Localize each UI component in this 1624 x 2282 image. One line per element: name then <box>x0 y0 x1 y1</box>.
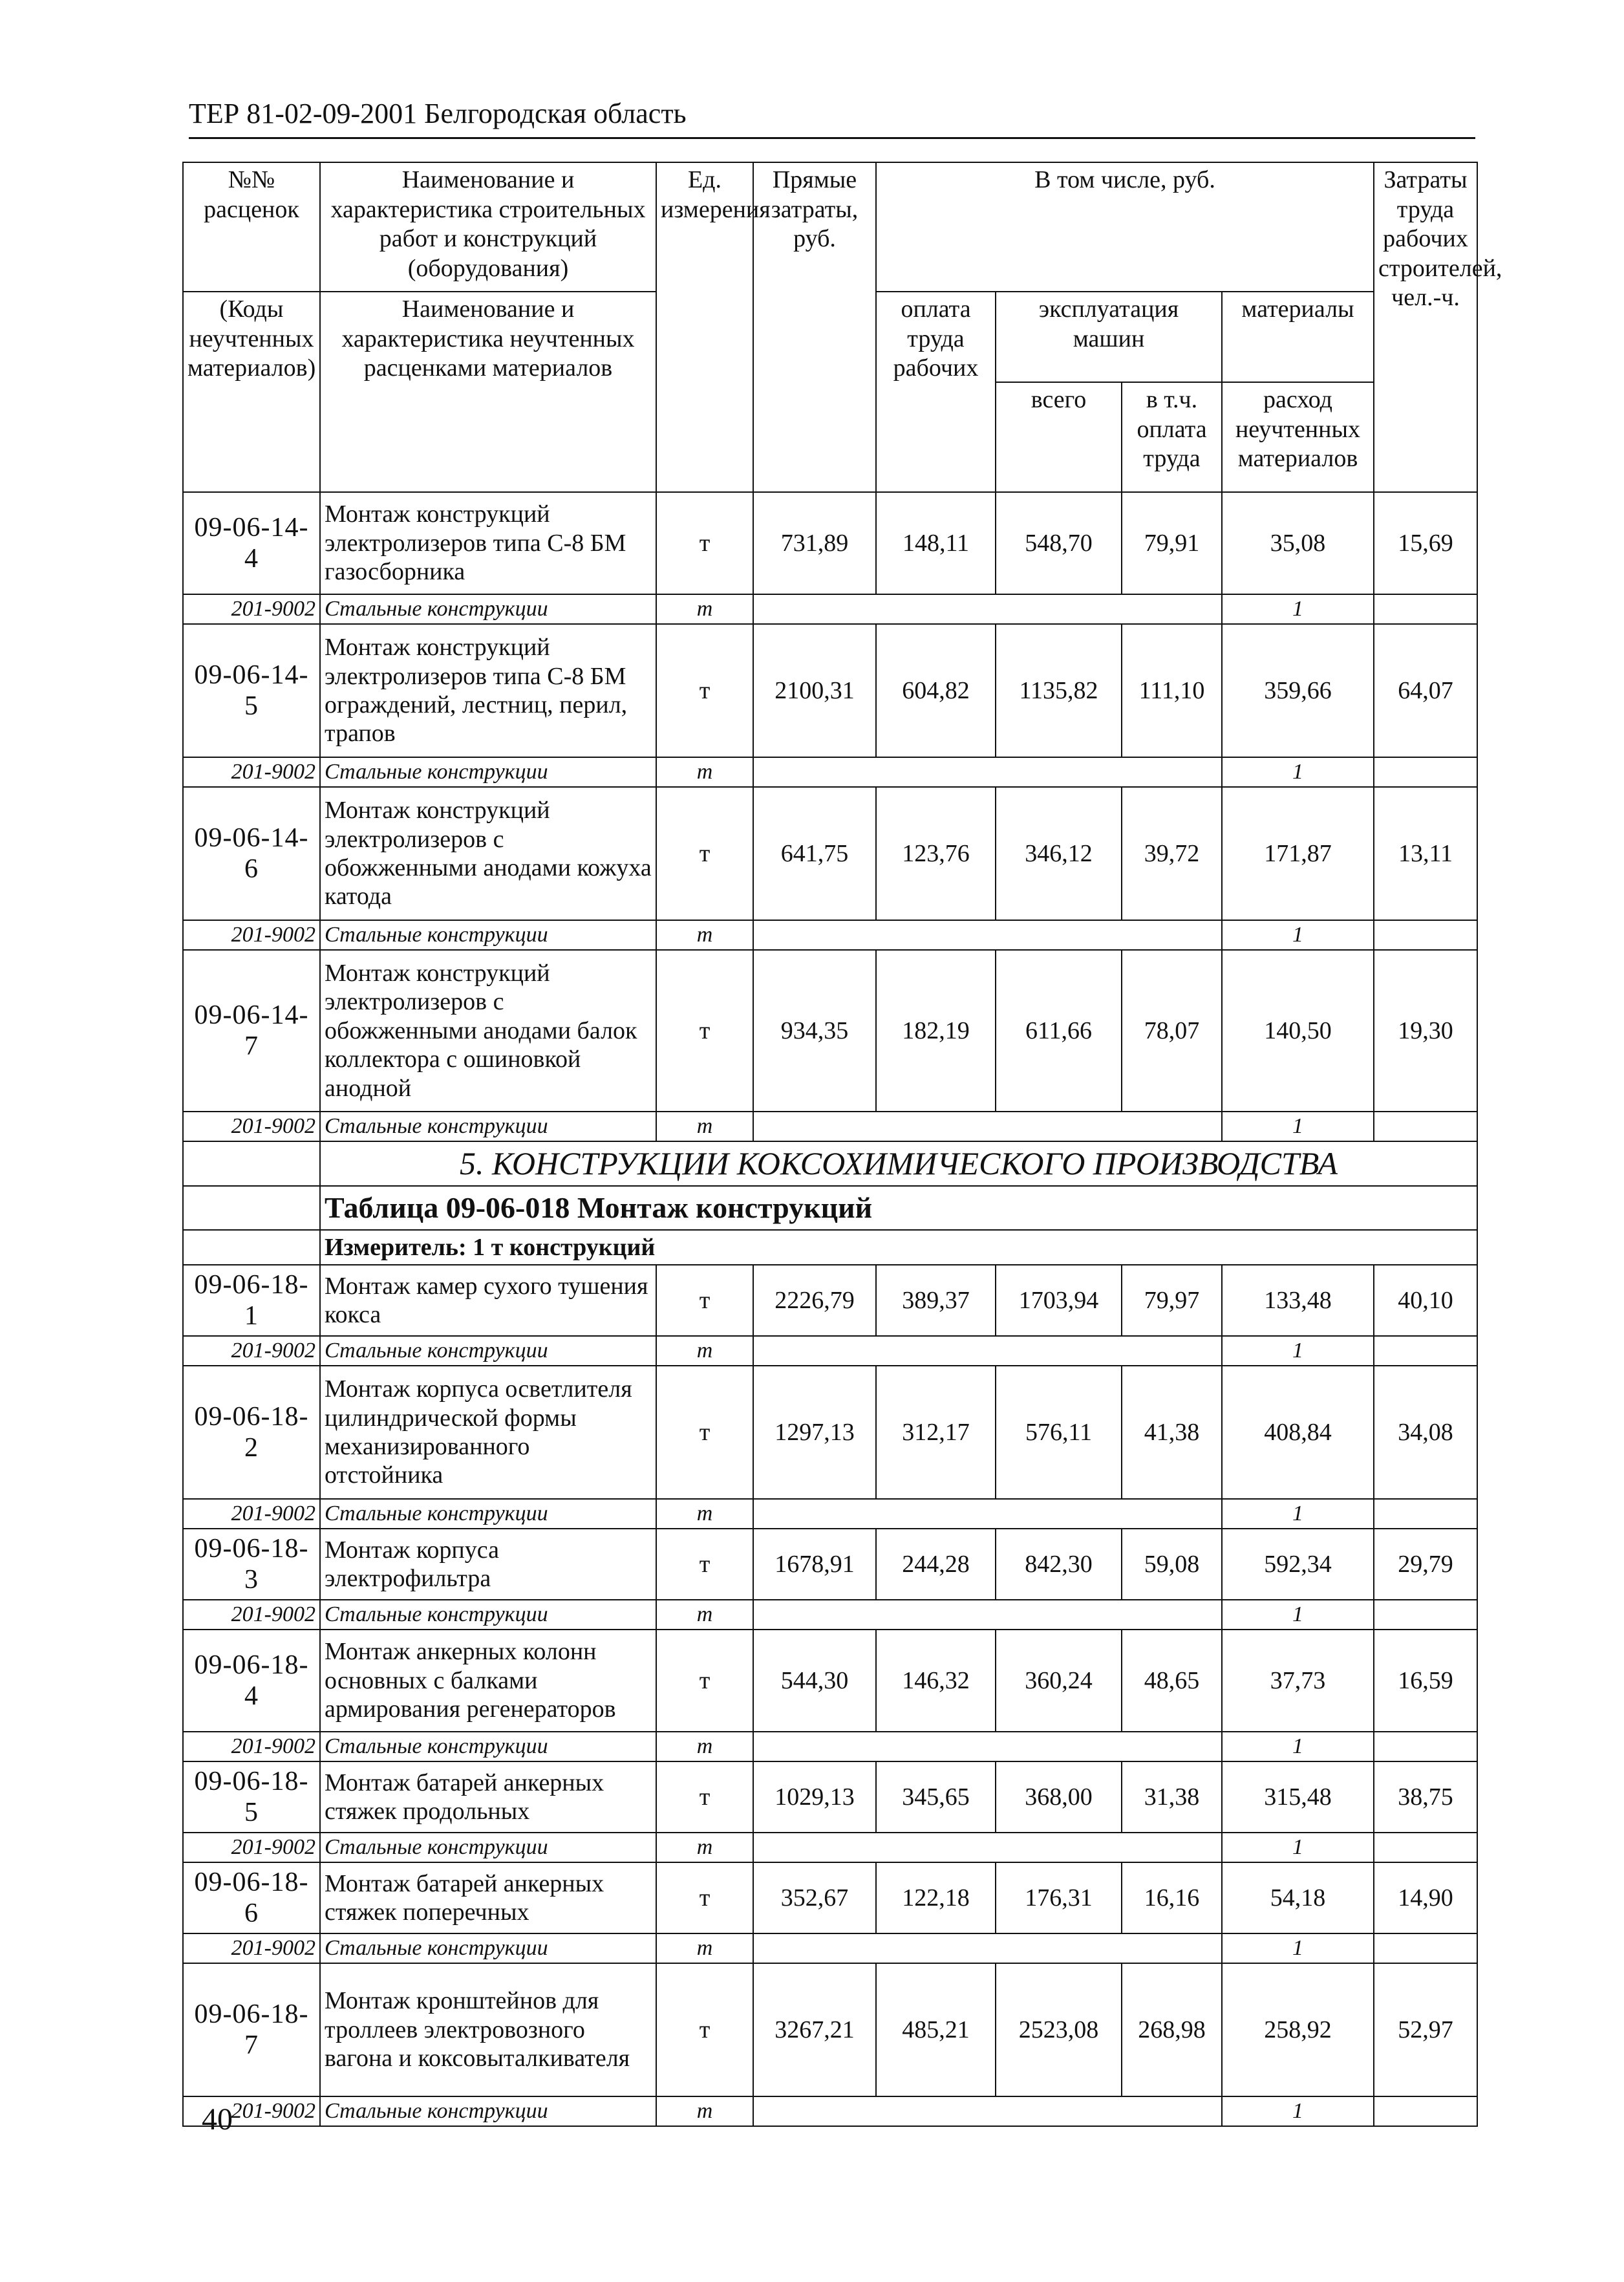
col-name-bottom: Наименование и характеристика неучтенных расценками материалов <box>320 292 656 492</box>
wage-cost: 182,19 <box>876 950 996 1112</box>
machines-cost: 1135,82 <box>996 624 1122 757</box>
material-qty: 1 <box>1222 1112 1374 1141</box>
material-qty: 1 <box>1222 1732 1374 1761</box>
material-name: Стальные конструкции <box>320 920 656 950</box>
labor-cost: 19,30 <box>1374 950 1477 1112</box>
col-wage: оплата труда рабочих <box>876 292 996 492</box>
materials-cost: 359,66 <box>1222 624 1374 757</box>
meter-row <box>183 1230 1477 1265</box>
direct-cost: 641,75 <box>753 787 876 920</box>
material-row <box>183 594 1477 624</box>
machines-wage-cost: 48,65 <box>1122 1630 1222 1732</box>
header-row-1 <box>183 162 1477 292</box>
materials-cost: 37,73 <box>1222 1630 1374 1732</box>
material-row <box>183 1600 1477 1630</box>
material-unit: т <box>656 1933 753 1963</box>
unit: т <box>656 1862 753 1933</box>
material-blank <box>753 757 1222 787</box>
material-name: Стальные конструкции <box>320 1112 656 1141</box>
col-name-top: Наименование и характеристика строительных работ и конструкций (оборудования) <box>320 162 656 292</box>
material-blank <box>753 1833 1222 1862</box>
work-name: Монтаж конструкций электролизеров типа С-8 БМ ограждений, лестниц, перил, трапов <box>320 624 656 757</box>
machines-wage-cost: 59,08 <box>1122 1529 1222 1600</box>
material-name: Стальные конструкции <box>320 1732 656 1761</box>
material-name: Стальные конструкции <box>320 2096 656 2126</box>
wage-cost: 389,37 <box>876 1265 996 1336</box>
section-blank <box>183 1141 320 1186</box>
material-blank <box>753 1600 1222 1630</box>
materials-cost: 140,50 <box>1222 950 1374 1112</box>
materials-cost: 408,84 <box>1222 1366 1374 1499</box>
material-name: Стальные конструкции <box>320 1336 656 1366</box>
material-blank-labor <box>1374 1112 1477 1141</box>
work-name: Монтаж корпуса электрофильтра <box>320 1529 656 1600</box>
material-blank-labor <box>1374 1933 1477 1963</box>
material-blank <box>753 1732 1222 1761</box>
meter-blank <box>183 1230 320 1265</box>
labor-cost: 52,97 <box>1374 1963 1477 2096</box>
labor-cost: 34,08 <box>1374 1366 1477 1499</box>
material-blank <box>753 1499 1222 1529</box>
col-labor: Затраты труда рабочих строителей, чел.-ч. <box>1374 162 1477 492</box>
material-unit: т <box>656 1336 753 1366</box>
unit: т <box>656 1761 753 1833</box>
unit: т <box>656 492 753 594</box>
material-blank-labor <box>1374 2096 1477 2126</box>
labor-cost: 13,11 <box>1374 787 1477 920</box>
materials-cost: 171,87 <box>1222 787 1374 920</box>
material-unit: т <box>656 920 753 950</box>
material-qty: 1 <box>1222 920 1374 950</box>
col-materials: материалы <box>1222 292 1374 382</box>
material-unit: т <box>656 1833 753 1862</box>
col-machines-wage: в т.ч. оплата труда <box>1122 382 1222 492</box>
direct-cost: 1678,91 <box>753 1529 876 1600</box>
unit: т <box>656 1529 753 1600</box>
table-row <box>183 1963 1477 2096</box>
machines-cost: 176,31 <box>996 1862 1122 1933</box>
material-qty: 1 <box>1222 1336 1374 1366</box>
material-name: Стальные конструкции <box>320 1499 656 1529</box>
material-name: Стальные конструкции <box>320 1933 656 1963</box>
material-code: 201-9002 <box>183 2096 320 2126</box>
material-blank-labor <box>1374 1499 1477 1529</box>
table-row <box>183 1862 1477 1933</box>
machines-cost: 360,24 <box>996 1630 1122 1732</box>
material-qty: 1 <box>1222 2096 1374 2126</box>
col-direct: Прямые затраты, руб. <box>753 162 876 492</box>
material-unit: т <box>656 1600 753 1630</box>
machines-cost: 576,11 <box>996 1366 1122 1499</box>
work-name: Монтаж батарей анкерных стяжек продольных <box>320 1761 656 1833</box>
material-blank <box>753 920 1222 950</box>
material-code: 201-9002 <box>183 594 320 624</box>
material-blank-labor <box>1374 1336 1477 1366</box>
work-name: Монтаж конструкций электролизеров с обожженными анодами кожуха катода <box>320 787 656 920</box>
machines-wage-cost: 79,91 <box>1122 492 1222 594</box>
document-header: ТЕР 81-02-09-2001 Белгородская область <box>189 98 687 129</box>
material-unit: т <box>656 2096 753 2126</box>
table-row <box>183 624 1477 757</box>
material-name: Стальные конструкции <box>320 1600 656 1630</box>
direct-cost: 2100,31 <box>753 624 876 757</box>
machines-wage-cost: 111,10 <box>1122 624 1222 757</box>
col-code-bottom: (Коды неучтенных материалов) <box>183 292 320 492</box>
material-row <box>183 1112 1477 1141</box>
material-row <box>183 920 1477 950</box>
unit: т <box>656 1265 753 1336</box>
material-blank <box>753 1933 1222 1963</box>
labor-cost: 38,75 <box>1374 1761 1477 1833</box>
machines-cost: 548,70 <box>996 492 1122 594</box>
material-row <box>183 2096 1477 2126</box>
rate-code: 09-06-14-5 <box>183 624 320 757</box>
col-code-top: №№ расценок <box>183 162 320 292</box>
page-number: 40 <box>202 2102 233 2137</box>
col-machines-total: всего <box>996 382 1122 492</box>
table-row <box>183 492 1477 594</box>
table-row <box>183 1761 1477 1833</box>
direct-cost: 934,35 <box>753 950 876 1112</box>
machines-cost: 2523,08 <box>996 1963 1122 2096</box>
material-code: 201-9002 <box>183 1336 320 1366</box>
unit: т <box>656 1366 753 1499</box>
work-name: Монтаж корпуса осветлителя цилиндрической формы механизированного отстойника <box>320 1366 656 1499</box>
material-blank-labor <box>1374 757 1477 787</box>
material-blank <box>753 1112 1222 1141</box>
materials-cost: 35,08 <box>1222 492 1374 594</box>
machines-wage-cost: 39,72 <box>1122 787 1222 920</box>
table-row <box>183 1529 1477 1600</box>
rate-code: 09-06-14-7 <box>183 950 320 1112</box>
table-row <box>183 1366 1477 1499</box>
unit: т <box>656 1630 753 1732</box>
header-rule <box>189 137 1475 139</box>
col-machines: эксплуатация машин <box>996 292 1222 382</box>
material-blank-labor <box>1374 1833 1477 1862</box>
material-blank <box>753 2096 1222 2126</box>
materials-cost: 258,92 <box>1222 1963 1374 2096</box>
rate-code: 09-06-18-7 <box>183 1963 320 2096</box>
material-code: 201-9002 <box>183 757 320 787</box>
table-title-row <box>183 1186 1477 1230</box>
machines-cost: 842,30 <box>996 1529 1122 1600</box>
rate-code: 09-06-14-6 <box>183 787 320 920</box>
col-incl: В том числе, руб. <box>876 162 1374 292</box>
machines-cost: 611,66 <box>996 950 1122 1112</box>
machines-wage-cost: 16,16 <box>1122 1862 1222 1933</box>
material-row <box>183 1499 1477 1529</box>
labor-cost: 64,07 <box>1374 624 1477 757</box>
material-unit: т <box>656 1112 753 1141</box>
direct-cost: 1297,13 <box>753 1366 876 1499</box>
work-name: Монтаж конструкций электролизеров типа С-8 БМ газосборника <box>320 492 656 594</box>
wage-cost: 146,32 <box>876 1630 996 1732</box>
wage-cost: 148,11 <box>876 492 996 594</box>
material-code: 201-9002 <box>183 1499 320 1529</box>
material-blank <box>753 594 1222 624</box>
machines-wage-cost: 31,38 <box>1122 1761 1222 1833</box>
labor-cost: 40,10 <box>1374 1265 1477 1336</box>
machines-wage-cost: 78,07 <box>1122 950 1222 1112</box>
material-code: 201-9002 <box>183 920 320 950</box>
machines-cost: 346,12 <box>996 787 1122 920</box>
material-blank-labor <box>1374 1732 1477 1761</box>
material-blank-labor <box>1374 594 1477 624</box>
work-name: Монтаж конструкций электролизеров с обожженными анодами балок коллектора с ошиновкой анодной <box>320 950 656 1112</box>
labor-cost: 14,90 <box>1374 1862 1477 1933</box>
meter-label: Измеритель: 1 т конструкций <box>320 1230 1477 1265</box>
material-row <box>183 1732 1477 1761</box>
wage-cost: 122,18 <box>876 1862 996 1933</box>
labor-cost: 29,79 <box>1374 1529 1477 1600</box>
machines-wage-cost: 268,98 <box>1122 1963 1222 2096</box>
wage-cost: 345,65 <box>876 1761 996 1833</box>
col-unit: Ед. измерения <box>656 162 753 492</box>
material-row <box>183 1933 1477 1963</box>
work-name: Монтаж камер сухого тушения кокса <box>320 1265 656 1336</box>
unit: т <box>656 787 753 920</box>
machines-cost: 368,00 <box>996 1761 1122 1833</box>
material-row <box>183 757 1477 787</box>
rate-code: 09-06-18-1 <box>183 1265 320 1336</box>
section-row <box>183 1141 1477 1186</box>
work-name: Монтаж батарей анкерных стяжек поперечных <box>320 1862 656 1933</box>
material-blank-labor <box>1374 1600 1477 1630</box>
rate-code: 09-06-18-4 <box>183 1630 320 1732</box>
table-title: Таблица 09-06-018 Монтаж конструкций <box>320 1186 1477 1230</box>
material-qty: 1 <box>1222 757 1374 787</box>
material-qty: 1 <box>1222 1833 1374 1862</box>
wage-cost: 485,21 <box>876 1963 996 2096</box>
material-name: Стальные конструкции <box>320 757 656 787</box>
table-title-blank <box>183 1186 320 1230</box>
unit: т <box>656 950 753 1112</box>
rate-code: 09-06-18-2 <box>183 1366 320 1499</box>
price-table <box>182 162 1502 2127</box>
section-title: 5. КОНСТРУКЦИИ КОКСОХИМИЧЕСКОГО ПРОИЗВОДСТВА <box>320 1141 1477 1186</box>
unit: т <box>656 624 753 757</box>
materials-cost: 133,48 <box>1222 1265 1374 1336</box>
rate-code: 09-06-18-5 <box>183 1761 320 1833</box>
table-row <box>183 950 1477 1112</box>
wage-cost: 244,28 <box>876 1529 996 1600</box>
material-row <box>183 1833 1477 1862</box>
material-code: 201-9002 <box>183 1112 320 1141</box>
direct-cost: 544,30 <box>753 1630 876 1732</box>
direct-cost: 731,89 <box>753 492 876 594</box>
col-materials-unacc: расход неучтенных материалов <box>1222 382 1374 492</box>
material-unit: т <box>656 1732 753 1761</box>
material-code: 201-9002 <box>183 1600 320 1630</box>
materials-cost: 315,48 <box>1222 1761 1374 1833</box>
direct-cost: 1029,13 <box>753 1761 876 1833</box>
material-unit: т <box>656 1499 753 1529</box>
labor-cost: 16,59 <box>1374 1630 1477 1732</box>
labor-cost: 15,69 <box>1374 492 1477 594</box>
materials-cost: 54,18 <box>1222 1862 1374 1933</box>
direct-cost: 2226,79 <box>753 1265 876 1336</box>
wage-cost: 604,82 <box>876 624 996 757</box>
material-qty: 1 <box>1222 1933 1374 1963</box>
machines-wage-cost: 41,38 <box>1122 1366 1222 1499</box>
direct-cost: 352,67 <box>753 1862 876 1933</box>
material-code: 201-9002 <box>183 1933 320 1963</box>
material-name: Стальные конструкции <box>320 1833 656 1862</box>
table-row <box>183 1265 1477 1336</box>
wage-cost: 312,17 <box>876 1366 996 1499</box>
machines-cost: 1703,94 <box>996 1265 1122 1336</box>
materials-cost: 592,34 <box>1222 1529 1374 1600</box>
direct-cost: 3267,21 <box>753 1963 876 2096</box>
material-qty: 1 <box>1222 1499 1374 1529</box>
material-unit: т <box>656 757 753 787</box>
work-name: Монтаж кронштейнов для троллеев электровозного вагона и коксовыталкивателя <box>320 1963 656 2096</box>
table-row <box>183 787 1477 920</box>
material-row <box>183 1336 1477 1366</box>
material-qty: 1 <box>1222 594 1374 624</box>
material-blank-labor <box>1374 920 1477 950</box>
material-blank <box>753 1336 1222 1366</box>
material-code: 201-9002 <box>183 1732 320 1761</box>
material-code: 201-9002 <box>183 1833 320 1862</box>
material-name: Стальные конструкции <box>320 594 656 624</box>
table-row <box>183 1630 1477 1732</box>
rate-code: 09-06-18-6 <box>183 1862 320 1933</box>
work-name: Монтаж анкерных колонн основных с балками армирования регенераторов <box>320 1630 656 1732</box>
rate-code: 09-06-18-3 <box>183 1529 320 1600</box>
material-qty: 1 <box>1222 1600 1374 1630</box>
rate-code: 09-06-14-4 <box>183 492 320 594</box>
machines-wage-cost: 79,97 <box>1122 1265 1222 1336</box>
wage-cost: 123,76 <box>876 787 996 920</box>
material-unit: т <box>656 594 753 624</box>
unit: т <box>656 1963 753 2096</box>
